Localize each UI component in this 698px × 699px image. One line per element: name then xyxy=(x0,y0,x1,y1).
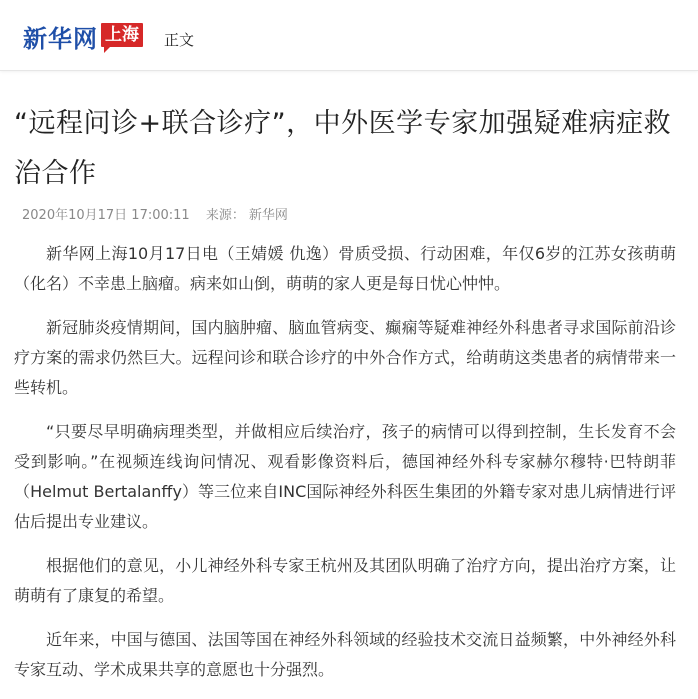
site-header xyxy=(0,0,698,71)
source-label: 来源： xyxy=(205,208,245,223)
article-paragraph: 新华网上海10月17日电（王婧媛 仇逸）骨质受损、行动困难，年仅6岁的江苏女孩萌萌（化名）不幸患上脑瘤。病来如山倒，萌萌的家人更是每日忧心忡忡。 xyxy=(14,244,676,293)
source-name: 新华网 xyxy=(248,208,288,223)
article-paragraph: “只要尽早明确病理类型，并做相应后续治疗，孩子的病情可以得到控制，生长发育不会受到影响。”在视频连线询问情况、观看影像资料后，德国神经外科专家赫尔穆特·巴特朗菲（Helmut Bertalanffy）等三位来自INC国际神经外科医生集团的外籍专家对患儿病情进行评估后提出专业建议。 xyxy=(14,422,676,531)
site-logo[interactable] xyxy=(23,22,143,56)
article-paragraph: 新冠肺炎疫情期间，国内脑肿瘤、脑血管病变、癫痫等疑难神经外科患者寻求国际前沿诊疗方案的需求仍然巨大。远程问诊和联合诊疗的中外合作方式，给萌萌这类患者的病情带来一些转机。 xyxy=(14,318,676,397)
logo-region-badge: 上海 xyxy=(101,23,143,47)
logo-text: 新华网 xyxy=(23,25,98,53)
article-paragraph: 近年来，中国与德国、法国等国在神经外科领域的经验技术交流日益频繁，中外神经外科专家互动、学术成果共享的意愿也十分强烈。 xyxy=(14,630,676,679)
article-paragraph: 根据他们的意见，小儿神经外科专家王杭州及其团队明确了治疗方向，提出治疗方案，让萌萌有了康复的希望。 xyxy=(14,556,676,605)
article-body xyxy=(14,239,676,699)
article-meta xyxy=(22,207,300,225)
article-title: “远程问诊+联合诊疗”，中外医学专家加强疑难病症救治合作 xyxy=(14,108,672,189)
publish-date: 2020年10月17日 17:00:11 xyxy=(22,208,190,223)
nav-link-article[interactable]: 正文 xyxy=(164,31,195,49)
